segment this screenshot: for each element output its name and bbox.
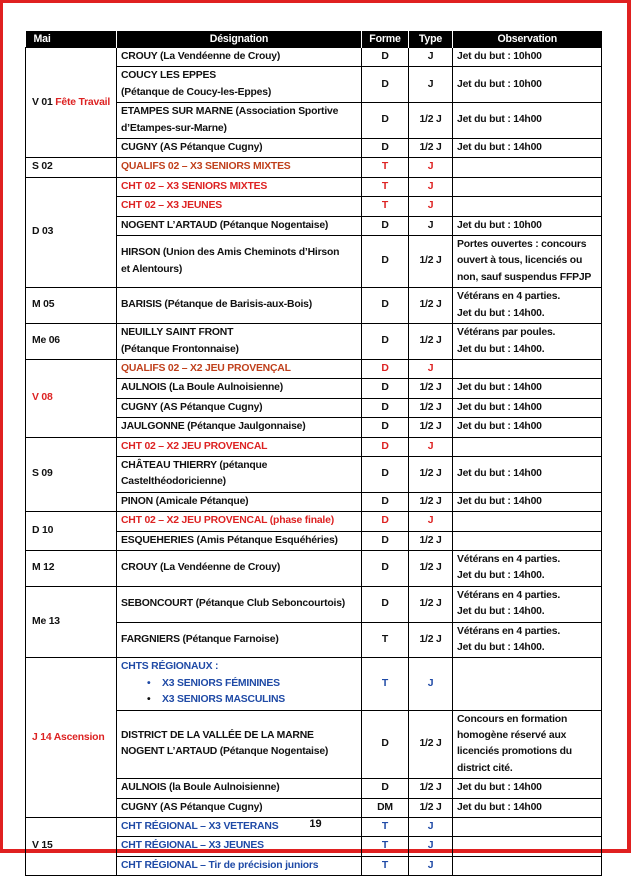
observation-line: Concours en formation: [457, 713, 568, 725]
observation-cell: [453, 531, 602, 550]
type-cell: 1/2 J: [409, 288, 453, 324]
observation-cell: Jet du but : 10h00: [453, 48, 602, 67]
type-cell: 1/2 J: [409, 586, 453, 622]
designation-cell: CHT RÉGIONAL – X3 VETERANS: [117, 818, 362, 837]
type-cell: 1/2 J: [409, 492, 453, 511]
designation-line: NOGENT L’ARTAUD (Pétanque Nogentaise): [121, 746, 329, 758]
type-cell: 1/2 J: [409, 236, 453, 288]
table-row: [26, 550, 602, 586]
observation-cell: [453, 512, 602, 531]
observation-line: Vétérans en 4 parties.: [457, 589, 561, 601]
designation-cell: CUGNY (AS Pétanque Cugny): [117, 398, 362, 417]
observation-cell: Jet du but : 14h00: [453, 398, 602, 417]
day-cell: D 10: [26, 512, 117, 551]
designation-cell: PINON (Amicale Pétanque): [117, 492, 362, 511]
table-row: [26, 288, 602, 324]
designation-line: ETAMPES SUR MARNE (Association Sportive: [121, 106, 339, 118]
type-cell: 1/2 J: [409, 139, 453, 158]
type-cell: J: [409, 48, 453, 67]
day-cell: D 03: [26, 177, 117, 287]
forme-cell: D: [362, 103, 409, 139]
table-row: [26, 324, 602, 360]
designation-cell: [117, 456, 362, 492]
designation-line: (Pétanque Frontonnaise): [121, 343, 239, 355]
header-forme: Forme: [362, 31, 409, 48]
type-cell: J: [409, 512, 453, 531]
designation-cell: QUALIFS 02 – X2 JEU PROVENÇAL: [117, 359, 362, 378]
type-cell: 1/2 J: [409, 398, 453, 417]
type-cell: 1/2 J: [409, 779, 453, 798]
calendar-page: [25, 31, 601, 876]
observation-cell: [453, 324, 602, 360]
designation-line: CHÂTEAU THIERRY (pétanque: [121, 459, 268, 471]
type-cell: J: [409, 658, 453, 710]
table-row: [26, 158, 602, 177]
observation-cell: Jet du but : 14h00: [453, 139, 602, 158]
forme-cell: T: [362, 197, 409, 216]
header-designation: Désignation: [117, 31, 362, 48]
table-row: [26, 359, 602, 378]
designation-cell: FARGNIERS (Pétanque Farnoise): [117, 622, 362, 658]
type-cell: J: [409, 837, 453, 856]
forme-cell: D: [362, 139, 409, 158]
designation-line: (Pétanque de Coucy-les-Eppes): [121, 86, 272, 98]
page-number: 19: [309, 818, 322, 830]
designation-line: d’Etampes-sur-Marne): [121, 122, 227, 134]
observation-line: Vétérans par poules.: [457, 327, 556, 339]
observation-cell: Jet du but : 10h00: [453, 67, 602, 103]
forme-cell: T: [362, 177, 409, 196]
designation-cell: NOGENT L’ARTAUD (Pétanque Nogentaise): [117, 216, 362, 235]
observation-line: Jet du but : 14h00.: [457, 642, 545, 653]
designation-cell: CHT RÉGIONAL – Tir de précision juniors: [117, 856, 362, 875]
type-cell: 1/2 J: [409, 798, 453, 817]
observation-cell: [453, 359, 602, 378]
header-observation: Observation: [453, 31, 602, 48]
type-cell: 1/2 J: [409, 418, 453, 437]
observation-cell: Jet du but : 14h00: [453, 492, 602, 511]
observation-cell: Jet du but : 10h00: [453, 216, 602, 235]
forme-cell: D: [362, 48, 409, 67]
observation-cell: Jet du but : 14h00: [453, 456, 602, 492]
observation-cell: Jet du but : 14h00: [453, 798, 602, 817]
type-cell: J: [409, 216, 453, 235]
bullet-list: [121, 676, 357, 709]
table-header-row: [26, 31, 602, 48]
observation-cell: [453, 837, 602, 856]
designation-cell: CHT 02 – X2 JEU PROVENCAL (phase finale): [117, 512, 362, 531]
observation-line: ouvert à tous, licenciés ou: [457, 255, 583, 267]
day-label: V 01: [32, 96, 53, 108]
observation-cell: Jet du but : 14h00: [453, 418, 602, 437]
day-cell: [26, 48, 117, 158]
table-row: [26, 512, 602, 531]
observation-line: district cité.: [457, 762, 513, 774]
observation-line: Jet du but : 14h00.: [457, 570, 545, 582]
designation-cell: CROUY (La Vendéenne de Crouy): [117, 48, 362, 67]
day-cell: S 09: [26, 437, 117, 512]
designation-cell: [117, 103, 362, 139]
observation-line: homogène réservé aux: [457, 730, 567, 742]
type-cell: J: [409, 359, 453, 378]
forme-cell: D: [362, 512, 409, 531]
type-cell: 1/2 J: [409, 710, 453, 779]
header-type: Type: [409, 31, 453, 48]
forme-cell: D: [362, 288, 409, 324]
forme-cell: D: [362, 216, 409, 235]
designation-cell: AULNOIS (la Boule Aulnoisienne): [117, 779, 362, 798]
forme-cell: D: [362, 398, 409, 417]
type-cell: J: [409, 197, 453, 216]
designation-cell: CUGNY (AS Pétanque Cugny): [117, 798, 362, 817]
day-cell: S 02: [26, 158, 117, 177]
designation-line: NEUILLY SAINT FRONT: [121, 327, 234, 339]
designation-cell: [117, 236, 362, 288]
observation-cell: [453, 437, 602, 456]
type-cell: J: [409, 437, 453, 456]
type-cell: J: [409, 67, 453, 103]
observation-line: licenciés promotions du: [457, 746, 572, 758]
day-cell: J 14 Ascension: [26, 658, 117, 818]
forme-cell: D: [362, 550, 409, 586]
designation-line: Castelthéodoricienne): [121, 476, 226, 488]
forme-cell: D: [362, 359, 409, 378]
day-cell: M 12: [26, 550, 117, 586]
forme-cell: T: [362, 622, 409, 658]
designation-line: et Alentours): [121, 263, 183, 275]
day-cell: M 05: [26, 288, 117, 324]
designation-cell: CHT 02 – X3 SENIORS MIXTES: [117, 177, 362, 196]
forme-cell: D: [362, 456, 409, 492]
forme-cell: D: [362, 67, 409, 103]
forme-cell: D: [362, 586, 409, 622]
bullet-item: • X3 SENIORS MASCULINS: [147, 692, 357, 708]
designation-line: DISTRICT DE LA VALLÉE DE LA MARNE: [121, 730, 314, 742]
observation-cell: Jet du but : 14h00: [453, 103, 602, 139]
designation-cell: AULNOIS (La Boule Aulnoisienne): [117, 379, 362, 398]
forme-cell: D: [362, 379, 409, 398]
type-cell: 1/2 J: [409, 531, 453, 550]
forme-cell: D: [362, 492, 409, 511]
designation-cell: CROUY (La Vendéenne de Crouy): [117, 550, 362, 586]
observation-line: Vétérans en 4 parties.: [457, 553, 561, 565]
observation-line: Jet du but : 14h00.: [457, 606, 545, 618]
observation-cell: [453, 236, 602, 288]
observation-cell: [453, 710, 602, 779]
schedule-table: [25, 31, 602, 876]
holiday-label: Fête Travail: [55, 96, 111, 108]
forme-cell: D: [362, 531, 409, 550]
type-cell: 1/2 J: [409, 103, 453, 139]
designation-cell: BARISIS (Pétanque de Barisis-aux-Bois): [117, 288, 362, 324]
observation-line: Portes ouvertes : concours: [457, 239, 587, 251]
designation-cell: [117, 710, 362, 779]
type-cell: J: [409, 177, 453, 196]
forme-cell: T: [362, 837, 409, 856]
observation-cell: [453, 197, 602, 216]
forme-cell: D: [362, 324, 409, 360]
forme-cell: DM: [362, 798, 409, 817]
forme-cell: D: [362, 779, 409, 798]
observation-cell: [453, 550, 602, 586]
designation-line: CHTS RÉGIONAUX :: [121, 661, 219, 673]
type-cell: J: [409, 818, 453, 837]
observation-line: Jet du but : 14h00.: [457, 343, 545, 355]
designation-cell: SEBONCOURT (Pétanque Club Seboncourtois): [117, 586, 362, 622]
observation-cell: [453, 622, 602, 658]
table-row: [26, 437, 602, 456]
table-row: [26, 48, 602, 67]
forme-cell: D: [362, 710, 409, 779]
forme-cell: T: [362, 158, 409, 177]
table-row: [26, 177, 602, 196]
observation-line: Jet du but : 14h00.: [457, 307, 545, 319]
designation-cell: CHT RÉGIONAL – X3 JEUNES: [117, 837, 362, 856]
designation-cell: CHT 02 – X2 JEU PROVENCAL: [117, 437, 362, 456]
table-row: [26, 586, 602, 622]
bullet-item: • X3 SENIORS FÉMININES: [147, 676, 357, 692]
type-cell: 1/2 J: [409, 622, 453, 658]
table-row: [26, 658, 602, 710]
forme-cell: T: [362, 856, 409, 875]
designation-cell: [117, 658, 362, 710]
observation-line: non, sauf suspendus FFPJP: [457, 271, 592, 283]
designation-cell: [117, 324, 362, 360]
day-cell: V 15: [26, 818, 117, 876]
designation-cell: CHT 02 – X3 JEUNES: [117, 197, 362, 216]
type-cell: J: [409, 158, 453, 177]
designation-cell: CUGNY (AS Pétanque Cugny): [117, 139, 362, 158]
designation-line: HIRSON (Union des Amis Cheminots d’Hirson: [121, 247, 340, 259]
day-cell: Me 06: [26, 324, 117, 360]
type-cell: 1/2 J: [409, 379, 453, 398]
designation-cell: ESQUEHERIES (Amis Pétanque Esquéhéries): [117, 531, 362, 550]
designation-cell: QUALIFS 02 – X3 SENIORS MIXTES: [117, 158, 362, 177]
forme-cell: T: [362, 818, 409, 837]
observation-cell: Jet du but : 14h00: [453, 779, 602, 798]
observation-line: Vétérans en 4 parties.: [457, 291, 561, 303]
type-cell: 1/2 J: [409, 456, 453, 492]
observation-cell: Jet du but : 14h00: [453, 379, 602, 398]
type-cell: 1/2 J: [409, 550, 453, 586]
header-month: Mai: [26, 31, 117, 48]
forme-cell: D: [362, 236, 409, 288]
observation-cell: [453, 158, 602, 177]
observation-line: Vétérans en 4 parties.: [457, 625, 561, 637]
type-cell: 1/2 J: [409, 324, 453, 360]
type-cell: J: [409, 856, 453, 875]
day-cell: V 08: [26, 359, 117, 437]
forme-cell: D: [362, 418, 409, 437]
forme-cell: T: [362, 658, 409, 710]
forme-cell: D: [362, 437, 409, 456]
day-cell: Me 13: [26, 586, 117, 658]
observation-cell: [453, 586, 602, 622]
observation-cell: [453, 856, 602, 875]
designation-line: COUCY LES EPPES: [121, 70, 216, 82]
observation-cell: [453, 658, 602, 710]
observation-cell: [453, 288, 602, 324]
designation-cell: JAULGONNE (Pétanque Jaulgonnaise): [117, 418, 362, 437]
observation-cell: [453, 177, 602, 196]
designation-cell: [117, 67, 362, 103]
